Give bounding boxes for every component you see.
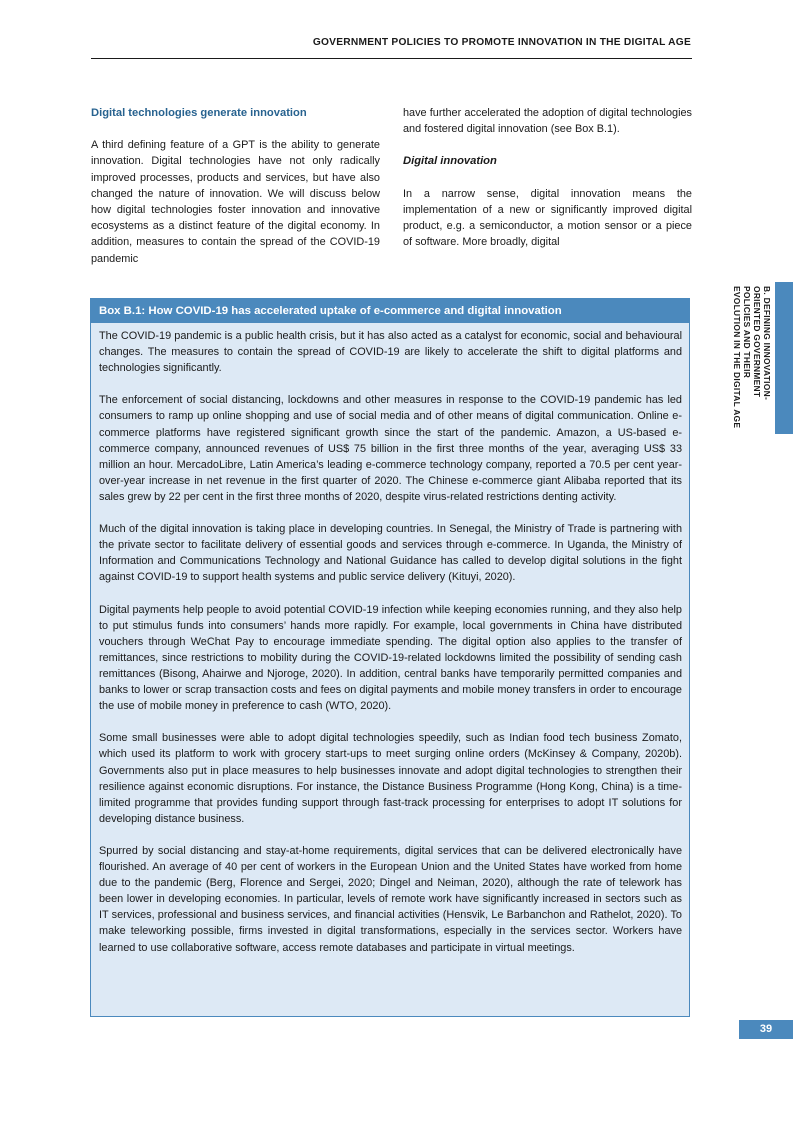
page-number: 39 [739,1020,793,1039]
chapter-label-line: B. DEFINING INNOVATION- [762,286,772,401]
subsection-heading: Digital innovation [403,155,497,168]
box-title: Box B.1: How COVID-19 has accelerated uptake of e-commerce and digital innovation [91,299,689,323]
chapter-tab [775,282,793,434]
spacer [403,137,692,153]
running-header: GOVERNMENT POLICIES TO PROMOTE INNOVATION IN THE DIGITAL AGE [312,37,691,48]
chapter-label-line: ORIENTED GOVERNMENT [752,286,762,398]
section-heading: Digital technologies generate innovation [91,107,307,119]
box-b1 [90,298,690,1017]
chapter-label [730,286,772,446]
chapter-label-line: EVOLUTION IN THE DIGITAL AGE [732,286,742,429]
box-body [91,323,689,956]
box-paragraph: Digital payments help people to avoid potential COVID-19 infection while keeping economies running, and they also help to put stimulus funds into consumers’ hands more rapidly. For example, local governments in China have distributed vouchers through WeChat Pay to encourage immediate spending. The digital option also applies to the transfer of remittances, since restrictions to mobility during the COVID-19-related lockdowns limited the possibility of sending cash remittances (Bisong, Ahairwe and Njoroge, 2020). In addition, central banks have temporarily permitted companies and banks to lower or scrap transaction costs and fees on digital payments and mobile money transfers in order to encourage the use of mobile money in preference to cash (WTO, 2020). [99,603,682,713]
box-paragraph: Spurred by social distancing and stay-at-home requirements, digital services that can be delivered electronically have flourished. An average of 40 per cent of workers in the European Union and the United States have worked from home due to the pandemic (Berg, Florence and Sergei, 2020; Dingel and Neiman, 2020), although the rate of telework has been lower in developing economies. In particular, levels of remote work have significantly increased in sectors such as IT services, professional and business services, and financial activities (Hensvik, Le Barbanchon and Rathelot, 2020). To make teleworking possible, firms invested in digital transformations, especially in the services sector. Workers have learned to use collaborative software, access remote databases and participate in virtual meetings. [99,845,682,954]
right-column [403,105,692,250]
left-paragraph: A third defining feature of a GPT is the ability to generate innovation. Digital technologies have not only radically improved processes, products and services, but have also changed the nature of innovation. We will discuss below how digital technologies foster innovation and innovative ecosystems as a distinct feature of the digital economy. In addition, measures to contain the spread of the COVID-19 pandemic [91,139,380,265]
left-column [91,105,380,267]
box-paragraph: The COVID-19 pandemic is a public health crisis, but it has also acted as a catalyst for economic, social and behavioural changes. The measures to contain the spread of COVID-19 are likely to accelerate the shift to digital platforms and technologies significantly. [99,330,682,375]
box-paragraph: The enforcement of social distancing, lockdowns and other measures in response to the COVID-19 pandemic has led consumers to ramp up online shopping and use of social media and of other means of digital communication. Online e-commerce platforms have registered significant growth since the start of the pandemic. Amazon, a US-based e-commerce company, announced revenues of US$ 75 billion in the first three months of the year, averaging US$ 33 million an hour. MercadoLibre, Latin America’s leading e-commerce technology company, reported a 70.5 per cent year-over-year increase in net revenue in the first quarter of 2020. The Chinese e-commerce giant Alibaba reported that its sales grew by 22 per cent in the first three months of 2020, despite virus-related restrictions denting activity. [99,394,682,503]
box-paragraph: Some small businesses were able to adopt digital technologies speedily, such as Indian food tech business Zomato, which used its platform to work with grocery start-ups to meet surging online orders (McKinsey & Company, 2020b). Governments also put in place measures to help businesses innovate and adopt digital technologies to strengthen their resilience against economic disruptions. For instance, the Distance Business Programme (Hong Kong, China) is a time-limited programme that provides funding support through fast-track processing for enterprises to adopt IT solutions for developing distance business. [99,732,682,825]
right-paragraph: In a narrow sense, digital innovation means the implementation of a new or significantly improved digital product, e.g. a semiconductor, a motion sensor or a piece of software. More broadly, digital [403,187,692,249]
header-rule [91,58,692,59]
right-continuation: have further accelerated the adoption of digital technologies and fostered digital innovation (see Box B.1). [403,107,692,136]
chapter-label-line: POLICIES AND THEIR [742,286,752,379]
spacer [403,170,692,186]
box-paragraph: Much of the digital innovation is taking place in developing countries. In Senegal, the Ministry of Trade is partnering with the private sector to facilitate delivery of essential goods and services through e-commerce. In Uganda, the Ministry of Information and Communications Technology and National Guidance has called to develop digital solutions in the fight against COVID-19 to support health systems and public service delivery (Kituyi, 2020). [99,523,682,584]
spacer [91,121,380,137]
